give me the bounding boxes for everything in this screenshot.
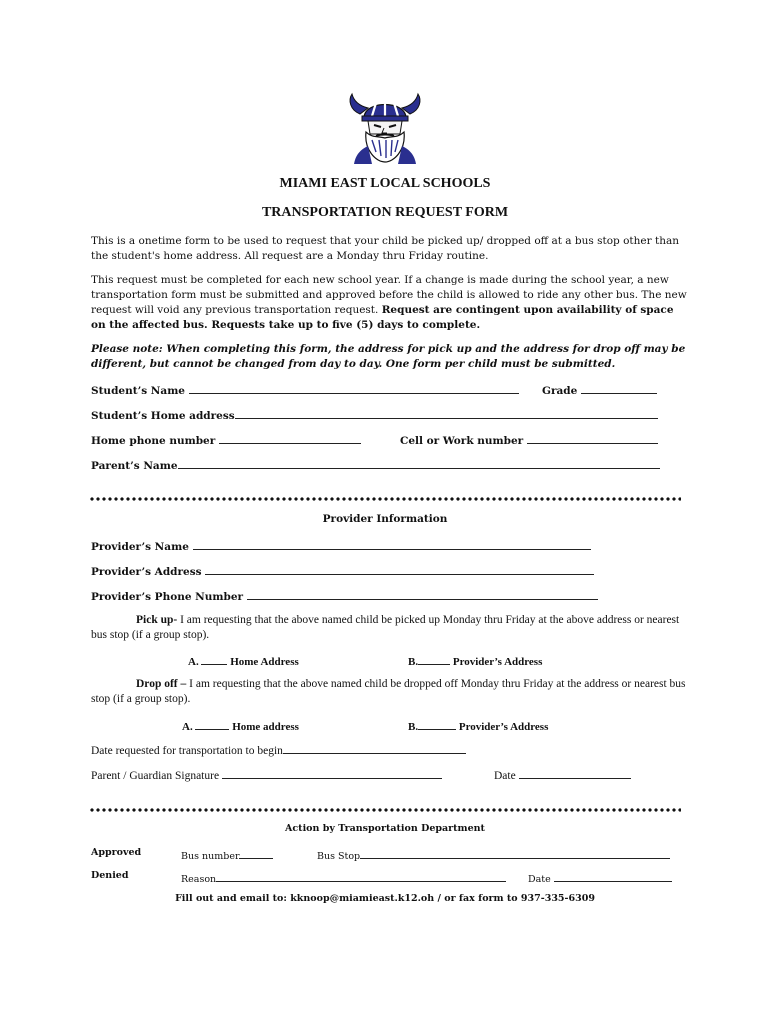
student-name-field[interactable] [91, 382, 519, 397]
guardian-signature-label: Parent / Guardian Signature [91, 770, 220, 782]
parent-name-line[interactable] [178, 457, 660, 469]
reason-label: Reason [181, 874, 217, 885]
pickup-option-b-letter: B. [408, 656, 419, 668]
cell-phone-field[interactable] [400, 432, 658, 447]
dropoff-paragraph [91, 677, 691, 707]
pickup-option-a-letter: A. [188, 656, 199, 668]
date-requested-line[interactable] [283, 742, 466, 754]
pickup-option-a-label: Home Address [230, 656, 299, 668]
student-address-field[interactable] [91, 407, 658, 422]
provider-phone-label: Provider’s Phone Number [91, 591, 244, 603]
dropoff-option-b-label: Provider’s Address [458, 721, 549, 733]
grade-label: Grade [542, 385, 578, 397]
provider-address-label: Provider’s Address [91, 566, 202, 578]
grade-line[interactable] [581, 382, 657, 394]
intro-paragraph-1: This is a onetime form to be used to request that your child be picked up/ dropped off at a bus stop other than the student's home address. All request are a Monday thru Friday routine. [91, 235, 679, 262]
intro-paragraph-2-bold: Request are contingent upon availability of space on the affected bus. Requests take up to five (5) days to complete. [91, 304, 674, 331]
provider-name-line[interactable] [193, 538, 591, 550]
signature-date-line[interactable] [519, 767, 631, 779]
form-title: TRANSPORTATION REQUEST FORM [261, 205, 509, 220]
please-note: Please note: When completing this form, the address for pick up and the address for drop off may be different, but cannot be changed from day to day. One form per child must be submitted. [91, 343, 686, 370]
intro-paragraph-2 [91, 273, 691, 333]
dropoff-option-a-line[interactable] [195, 718, 229, 730]
intro-paragraph-2-text: This request must be completed for each new school year. If a change is made during the school year, a new transportation form must be submitted and approved before the child is allowed to ride any other bus. The new request will void any previous transportation request. [91, 274, 687, 316]
reason-field[interactable] [181, 870, 506, 885]
approved-label: Approved [91, 847, 142, 858]
provider-name-label: Provider’s Name [91, 541, 189, 553]
action-date-field[interactable] [528, 870, 672, 885]
provider-phone-line[interactable] [247, 588, 598, 600]
signature-date-label: Date [494, 770, 516, 782]
bus-number-line[interactable] [239, 847, 273, 859]
dropoff-text: I am requesting that the above named child be dropped off Monday thru Friday at the address or nearest bus stop (if a group stop). [91, 678, 686, 705]
bus-stop-label: Bus Stop [317, 851, 361, 862]
dotted-divider [89, 808, 681, 812]
pickup-option-a[interactable] [188, 653, 299, 668]
dropoff-option-a-letter: A. [182, 721, 193, 733]
bus-stop-line[interactable] [360, 847, 670, 859]
home-phone-line[interactable] [219, 432, 361, 444]
dropoff-option-b-line[interactable] [418, 718, 456, 730]
dotted-divider [89, 497, 681, 501]
dropoff-option-a-label: Home address [232, 721, 299, 733]
guardian-signature-line[interactable] [222, 767, 442, 779]
grade-field[interactable] [542, 382, 657, 397]
pickup-option-b-label: Provider’s Address [452, 656, 543, 668]
date-requested-label: Date requested for transportation to begin [91, 745, 283, 757]
provider-heading: Provider Information [322, 513, 448, 525]
dropoff-option-b[interactable] [408, 718, 548, 733]
pickup-paragraph [91, 613, 691, 643]
guardian-signature-field[interactable] [91, 767, 442, 782]
bus-number-field[interactable] [181, 847, 273, 862]
action-date-line[interactable] [554, 870, 672, 882]
pickup-label: Pick up- [136, 614, 178, 626]
dropoff-option-a[interactable] [182, 718, 299, 733]
reason-line[interactable] [216, 870, 506, 882]
viking-mascot-icon [346, 92, 424, 164]
home-phone-field[interactable] [91, 432, 361, 447]
dropoff-label: Drop off – [136, 678, 187, 690]
student-name-label: Student’s Name [91, 385, 185, 397]
action-date-label: Date [528, 874, 551, 885]
provider-address-line[interactable] [205, 563, 594, 575]
provider-name-field[interactable] [91, 538, 591, 553]
pickup-option-b[interactable] [408, 653, 542, 668]
action-heading: Action by Transportation Department [285, 823, 485, 834]
provider-address-field[interactable] [91, 563, 594, 578]
student-name-line[interactable] [189, 382, 519, 394]
signature-date-field[interactable] [494, 767, 631, 782]
bus-stop-field[interactable] [317, 847, 670, 862]
submission-instructions: Fill out and email to: kknoop@miamieast.k12.oh / or fax form to 937-335-6309 [175, 893, 595, 904]
date-requested-field[interactable] [91, 742, 466, 757]
dropoff-option-b-letter: B. [408, 721, 419, 733]
provider-phone-field[interactable] [91, 588, 598, 603]
cell-phone-label: Cell or Work number [400, 435, 524, 447]
parent-name-label: Parent’s Name [91, 460, 178, 472]
pickup-text: I am requesting that the above named child be picked up Monday thru Friday at the above address or nearest bus stop (if a group stop). [91, 614, 680, 641]
student-address-label: Student’s Home address [91, 410, 235, 422]
denied-label: Denied [91, 870, 129, 881]
bus-number-label: Bus number [181, 851, 240, 862]
student-address-line[interactable] [235, 407, 658, 419]
pickup-option-b-line[interactable] [418, 653, 450, 665]
cell-phone-line[interactable] [527, 432, 658, 444]
pickup-option-a-line[interactable] [201, 653, 227, 665]
parent-name-field[interactable] [91, 457, 660, 472]
school-name: MIAMI EAST LOCAL SCHOOLS [279, 176, 491, 191]
home-phone-label: Home phone number [91, 435, 216, 447]
